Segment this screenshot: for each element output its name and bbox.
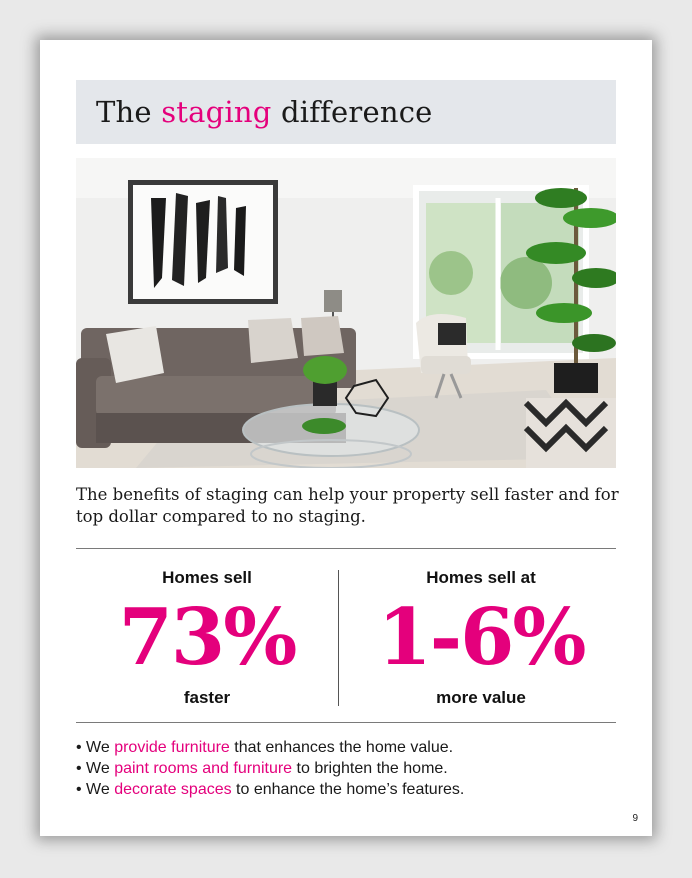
highlight-text: provide furniture <box>114 739 230 756</box>
highlight-text: decorate spaces <box>114 781 232 798</box>
stat-subtext: more value <box>436 688 526 707</box>
page-title: The staging difference <box>96 95 433 129</box>
list-item: • We decorate spaces to enhance the home’s features. <box>76 781 465 798</box>
benefit-list <box>76 737 636 800</box>
stat-label: Homes sell at <box>426 568 536 587</box>
list-item: • We provide furniture that enhances the home value. <box>76 739 454 756</box>
stat-subtext: faster <box>183 688 231 707</box>
stats-divider <box>338 570 339 706</box>
stat-value: 73% <box>118 592 296 683</box>
highlight-text: paint rooms and furniture <box>114 760 293 777</box>
page-number: 9 <box>632 813 638 824</box>
title-bar <box>76 80 616 144</box>
stat-label: Homes sell <box>162 568 252 587</box>
stat-value: 1-6% <box>377 592 585 683</box>
living-room-photo <box>76 158 616 468</box>
top-divider <box>76 548 616 549</box>
list-item: • We paint rooms and furniture to brighten the home. <box>76 760 448 777</box>
stat-value-increase <box>350 568 612 708</box>
title-accent: staging <box>161 95 272 129</box>
document-page <box>40 40 652 836</box>
bottom-divider <box>76 722 616 723</box>
intro-text: The benefits of staging can help your property sell faster and for top dollar compared to no staging. <box>76 485 619 526</box>
stat-faster <box>76 568 338 708</box>
